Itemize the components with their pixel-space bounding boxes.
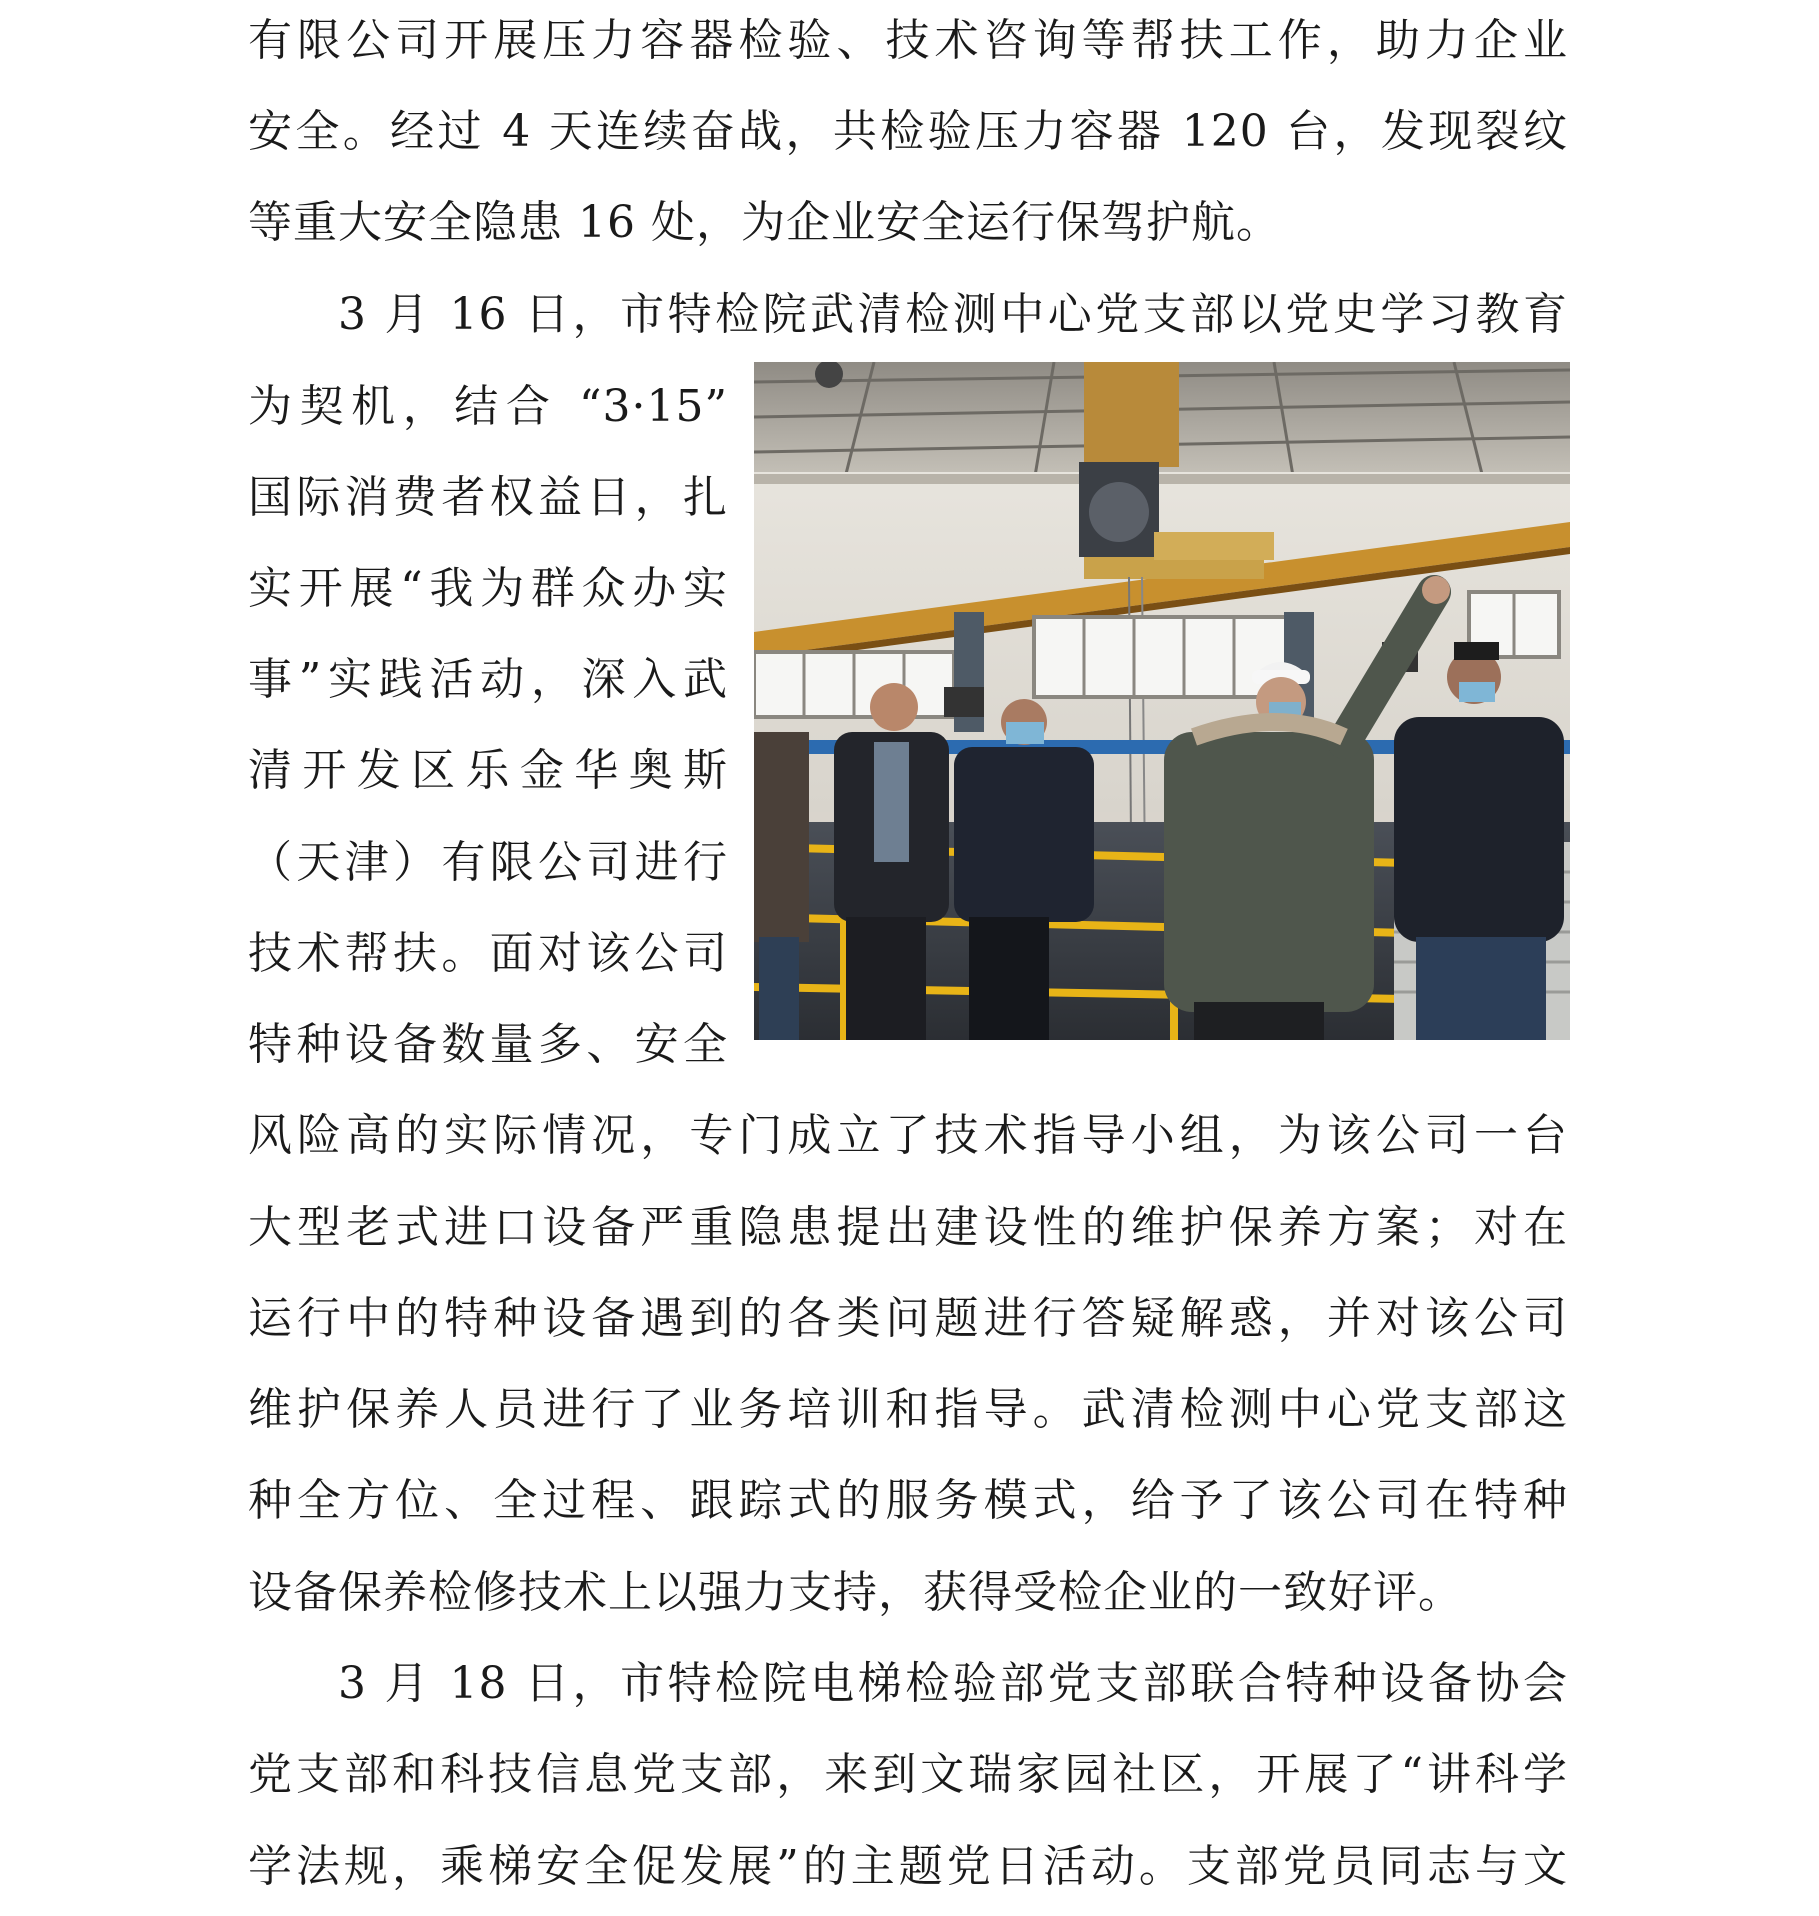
- text-line: 有限公司开展压力容器检验、技术咨询等帮扶工作，助力企业: [248, 15, 1568, 66]
- text-line: 实开展“我为群众办实: [248, 563, 728, 614]
- text-line: 设备保养检修技术上以强力支持，获得受检企业的一致好评。: [248, 1567, 1463, 1618]
- factory-inspection-photo: [754, 362, 1570, 1040]
- text-line: 3 月 16 日，市特检院武清检测中心党支部以党史学习教育: [338, 289, 1568, 340]
- text-line: 风险高的实际情况，专门成立了技术指导小组，为该公司一台: [248, 1110, 1568, 1161]
- text-line: 清开发区乐金华奥斯: [248, 745, 728, 796]
- text-line: 等重大安全隐患 16 处，为企业安全运行保驾护航。: [248, 197, 1281, 248]
- text-line: 安全。经过 4 天连续奋战，共检验压力容器 120 台，发现裂纹: [248, 106, 1568, 157]
- text-line: 种全方位、全过程、跟踪式的服务模式，给予了该公司在特种: [248, 1475, 1568, 1526]
- text-line: 党支部和科技信息党支部，来到文瑞家园社区，开展了“讲科学: [248, 1749, 1568, 1800]
- text-line: 特种设备数量多、安全: [248, 1019, 728, 1070]
- text-line: 技术帮扶。面对该公司: [248, 928, 728, 979]
- text-line: 维护保养人员进行了业务培训和指导。武清检测中心党支部这: [248, 1384, 1568, 1435]
- text-line: 大型老式进口设备严重隐患提出建设性的维护保养方案；对在: [248, 1202, 1568, 1253]
- photo-illustration: [754, 362, 1570, 1040]
- text-line: （天津）有限公司进行: [248, 837, 728, 888]
- text-line: 为契机，结合 “3·15”: [248, 381, 728, 432]
- text-line: 3 月 18 日，市特检院电梯检验部党支部联合特种设备协会: [338, 1658, 1568, 1709]
- text-line: 学法规，乘梯安全促发展”的主题党日活动。支部党员同志与文: [248, 1841, 1568, 1892]
- text-line: 事”实践活动，深入武: [248, 654, 728, 705]
- text-line: 国际消费者权益日，扎: [248, 472, 728, 523]
- text-line: 运行中的特种设备遇到的各类问题进行答疑解惑，并对该公司: [248, 1293, 1568, 1344]
